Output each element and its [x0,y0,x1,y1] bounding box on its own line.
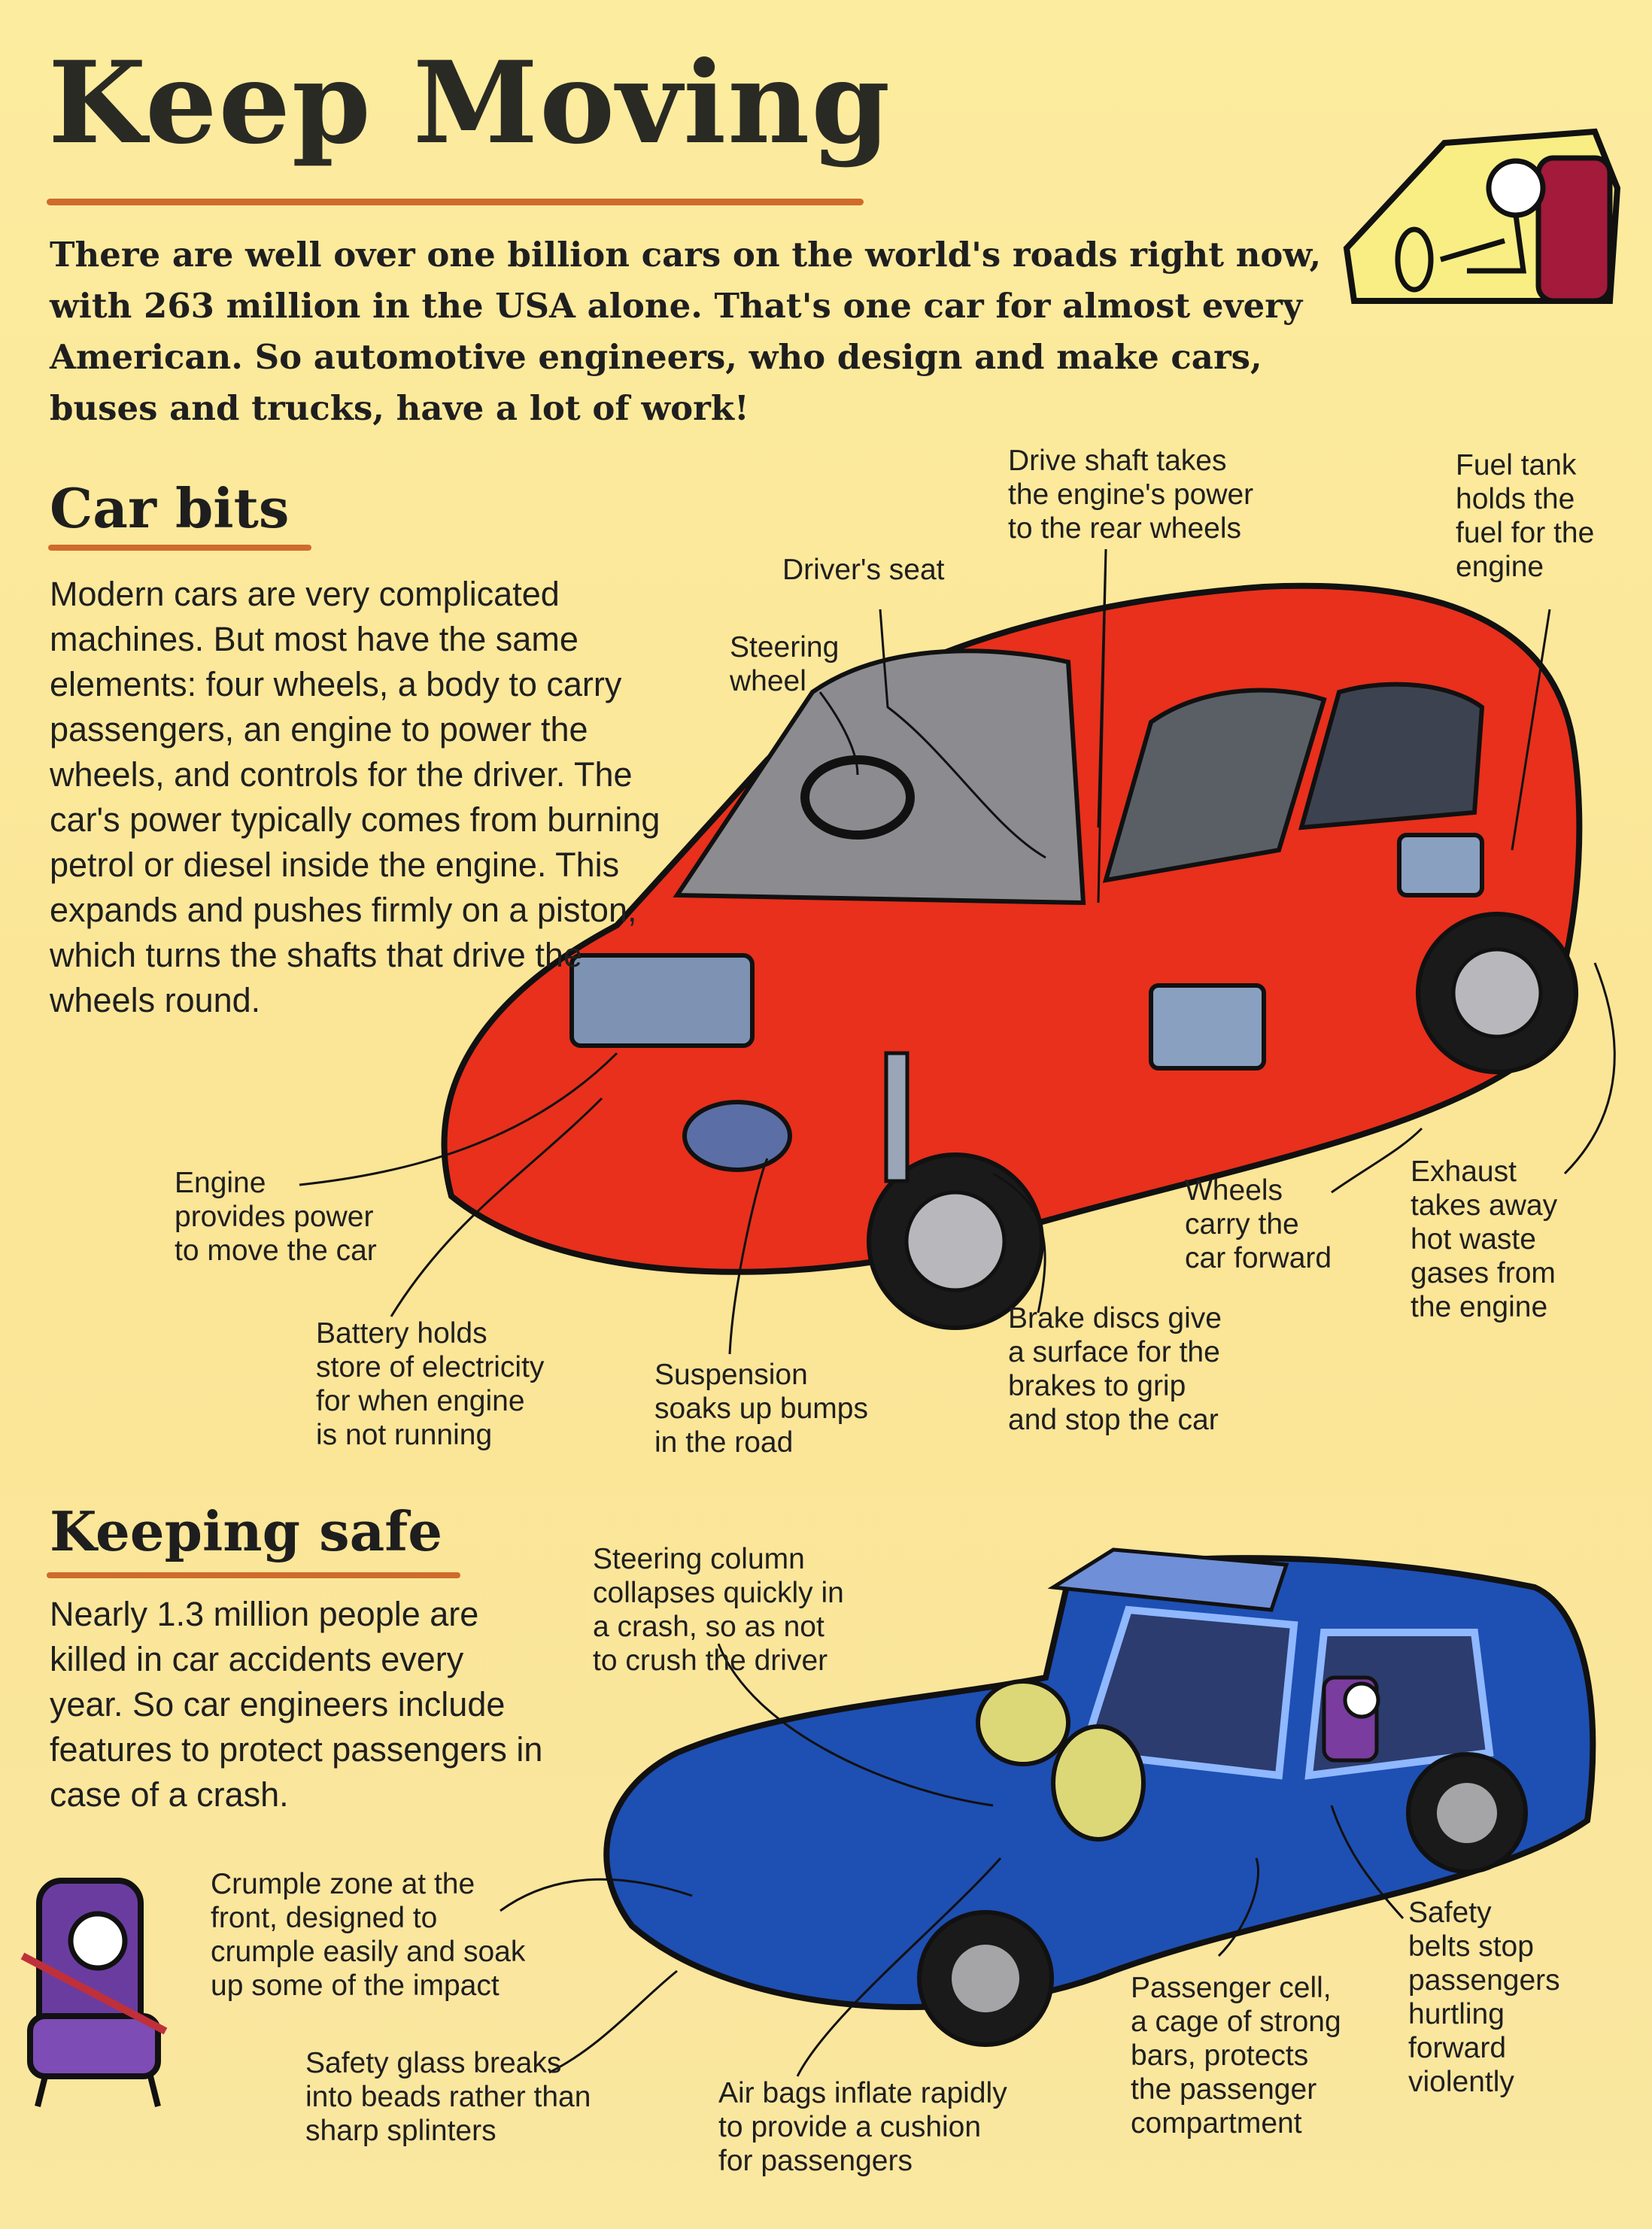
label-fuel-tank: Fuel tank holds the fuel for the engine [1456,449,1595,583]
label-suspension: Suspension soaks up bumps in the road [654,1359,868,1459]
car-bits-underline [48,545,311,551]
label-engine: Engine provides power to move the car [175,1167,377,1267]
keeping-safe-underline [47,1572,460,1578]
section-heading-car-bits: Car bits [50,476,290,540]
page-title: Keep Moving [48,37,892,169]
car-seat-icon [23,1881,166,2106]
label-drivers-seat: Driver's seat [782,554,945,586]
label-crumple-zone: Crumple zone at the front, designed to crumple easily and soak up some of the impact [211,1868,526,2002]
section-heading-keeping-safe: Keeping safe [50,1499,443,1563]
label-wheels: Wheels carry the car forward [1185,1174,1332,1274]
label-battery: Battery holds store of electricity for when engine is not running [316,1317,545,1451]
intro-paragraph: There are well over one billion cars on the world's roads right now, with 263 million in the USA alone. That's one car for almost every American. So automotive engineers, who design and make cars, buses and trucks, have a lot of work! [50,235,1322,428]
label-safety-glass: Safety glass breaks into beads rather than sharp splinters [305,2047,591,2147]
label-brake-discs: Brake discs give a surface for the brakes to grip and stop the car [1008,1302,1222,1436]
label-air-bags: Air bags inflate rapidly to provide a cushion for passengers [718,2077,1007,2177]
label-steering-wheel: Steering wheel [730,631,840,697]
label-safety-belts: Safety belts stop passengers hurtling forward violently [1408,1896,1560,2098]
label-drive-shaft: Drive shaft takes the engine's power to the rear wheels [1008,445,1254,545]
label-steering-column: Steering column collapses quickly in a crash, so as not to crush the driver [593,1543,844,1677]
title-underline [47,199,864,205]
label-passenger-cell: Passenger cell, a cage of strong bars, protects the passenger compartment [1131,1972,1341,2139]
driver-car-icon [1347,132,1617,301]
keeping-safe-body: Nearly 1.3 million people are killed in car accidents every year. So car engineers include features to protect passengers in case of a crash. [50,1595,543,1814]
label-exhaust: Exhaust takes away hot waste gases from the engine [1411,1155,1558,1323]
car-bits-body: Modern cars are very complicated machines. But most have the same elements: four wheels, a body to carry passengers, an engine to power the wheels, and controls for the driver. The car's power typically comes from burning petrol or diesel inside the engine. This expands and pushes firmly on a piston, which turns the shafts that drive the wheels round. [50,575,660,1019]
